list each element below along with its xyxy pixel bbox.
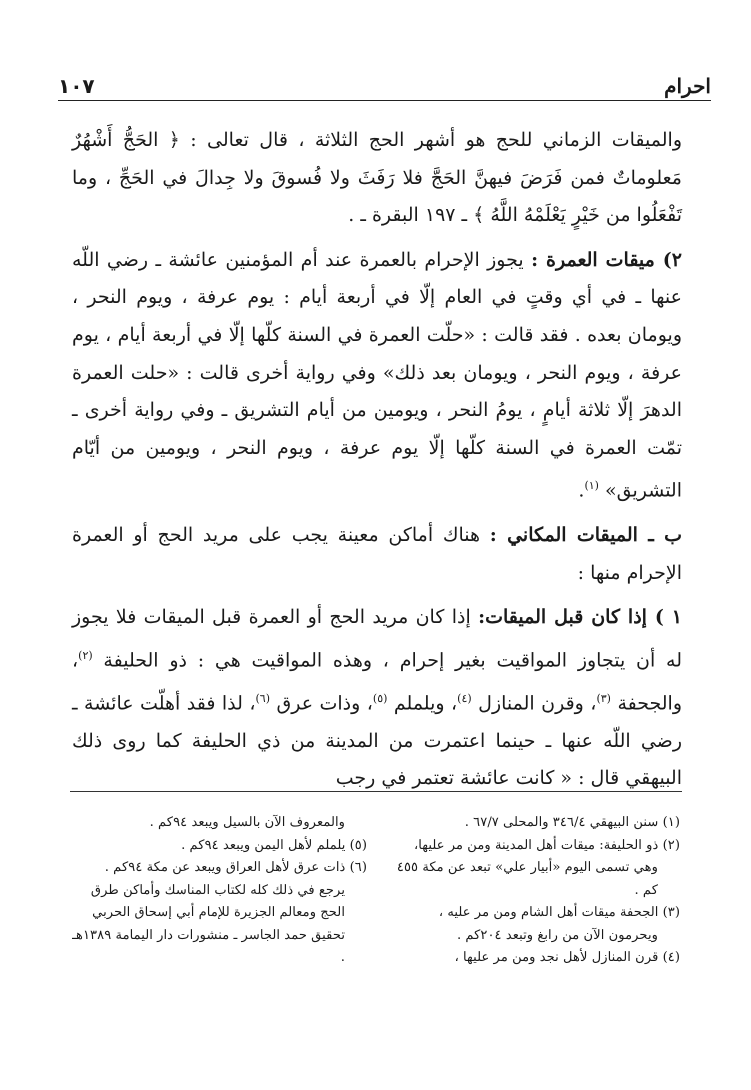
footnote-ref: (٦): [255, 691, 271, 705]
footnote-ref: (٣): [596, 691, 611, 705]
paragraph-before-miqat: ١ ) إذا كان قبل الميقات: إذا كان مريد الحج أو العمرة قبل الميقات فلا يجوز له أن يتجاوز المواقيت بغير إحرام ، وهذه المواقيت هي : ذو الحليفة $^{(٢)}$، والجحفة $^{(٣)}$، وقرن المنازل $^{(٤)}$، ويلملم $^{(٥)}$، وذات عرق $^{(٦)}$، لذا فقد أهلّت عائشة ـ رضي اللّه عنها ـ حينما اعتمرت من المدينة من ذي الحليفة كما روى ذلك البيهقي قال : « كانت عائشة تعتمر في رجب: [72, 606, 683, 790]
paragraph-umrah-miqat: ٢) ميقات العمرة : يجوز الإحرام بالعمرة عند أم المؤمنين عائشة ـ رضي اللّه عنها ـ في أي وقتٍ في العام إلّا في أربعة أيام : يوم عرفة ، ويوم النحر ، ويومان بعده . فقد قالت : «حلّت العمرة في السنة كلّها إلّا في أربعة أيام ، يوم عرفة ، ويوم النحر ، ويومان بعد ذلك» وفي رواية أخرى قالت : «حلت العمرة الدهرَ إلّا ثلاثة أيامٍ ، يومُ النحر ، ويومين من أيام التشريق ـ وفي رواية أخرى ـ تمّت العمرة في السنة كلّها إلّا يوم عرفة ، ويوم النحر ، ويومين من أيّام التشريق» $^{(١)}$.: [72, 248, 683, 502]
footnote: (٦) ذات عرق لأهل العراق ويبعد عن مكة ٩٤كم .: [104, 860, 367, 875]
footnotes-right-column: [385, 812, 680, 1012]
footnote: (٤) قرن المنازل لأهل نجد ومن مر عليها ،: [454, 950, 680, 965]
footnote: (١) سنن البيهقي ٣٤٦/٤ والمحلى ٦٧/٧ .: [464, 815, 680, 830]
footnote-ref: (١): [584, 479, 599, 493]
footnote-continued: ويحرمون الآن من رابغ وتبعد ٢٠٤كم .: [456, 927, 658, 943]
section-heading: ب ـ الميقات المكاني :: [489, 524, 682, 547]
footnote-continued: وهي تسمى اليوم «أبيار علي» تبعد عن مكة ٤٥٥ كم .: [396, 860, 658, 898]
footnote-ref: (٤): [457, 691, 472, 705]
footnote-ref: (٥): [372, 691, 388, 705]
page-header: [58, 68, 711, 101]
footnote-continued: يرجع في ذلك كله لكتاب المناسك وأماكن طرق الحج ومعالم الجزيرة للإمام أبي إسحاق الحربي تحقيق حمد الجاسر ـ منشورات دار اليمامة ١٣٨٩هـ .: [72, 882, 345, 965]
section-heading: ٢) ميقات العمرة :: [531, 248, 683, 271]
footnotes: [72, 812, 680, 1012]
footnote-separator: [70, 791, 682, 792]
running-title: احرام: [664, 74, 711, 98]
footnote: (٣) الجحفة ميقات أهل الشام ومن مر عليه ،: [438, 905, 680, 920]
paragraph-time-miqat: والميقات الزماني للحج هو أشهر الحج الثلاثة ، قال تعالى : ﴿ الحَجُّ أَشْهُرٌ مَعلوماتٌ فمن فَرَضَ فيهنَّ الحَجَّ فلا رَفَثَ ولا فُسوقَ ولا جِدالَ في الحَجِّ ، وما تَفْعَلُوا من خَيْرٍ يَعْلَمْهُ اللَّهُ ﴾ ـ ١٩٧ البقرة ـ .: [72, 129, 682, 227]
footnote-ref: (٢): [78, 649, 93, 663]
section-heading: ١ ) إذا كان قبل الميقات:: [478, 606, 682, 629]
footnotes-left-column: [72, 812, 367, 1012]
footnote: (٥) يلملم لأهل اليمن ويبعد ٩٤كم .: [181, 837, 367, 853]
footnote: (٢) ذو الحليفة: ميقات أهل المدينة ومن مر عليها،: [414, 837, 680, 853]
footnote-continued: والمعروف الآن بالسيل ويبعد ٩٤كم .: [149, 815, 345, 830]
page-number: ١٠٧: [58, 74, 95, 98]
paragraph-place-miqat: ب ـ الميقات المكاني : هناك أماكن معينة يجب على مريد الحج أو العمرة الإحرام منها :: [72, 524, 682, 584]
main-text: [72, 122, 682, 798]
